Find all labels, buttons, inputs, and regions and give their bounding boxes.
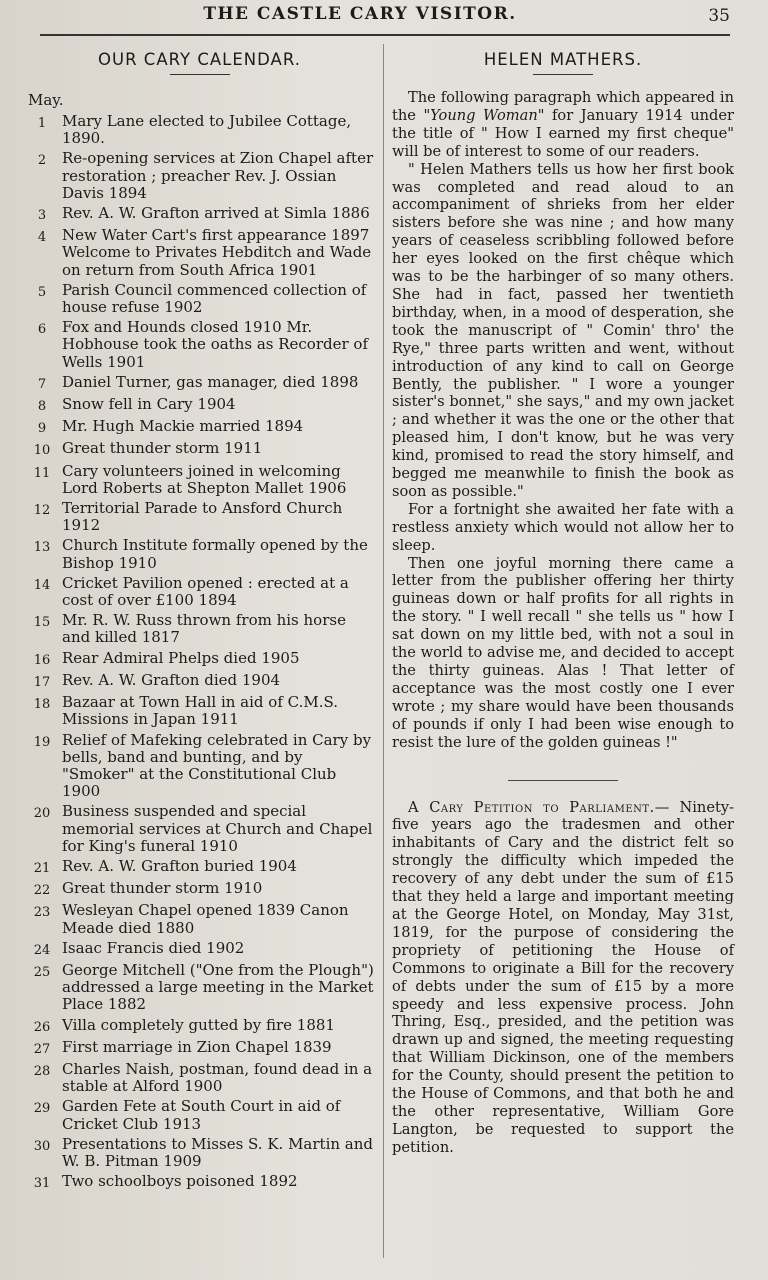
calendar-entry [22, 672, 377, 691]
calendar-entry-text: Territorial Parade to Ansford Church 1912 [62, 499, 343, 535]
calendar-entry-day: 18 [33, 697, 51, 713]
calendar-entry [22, 150, 377, 202]
calendar-entry [22, 858, 377, 877]
calendar-entry-day: 5 [37, 284, 47, 300]
calendar-entry [22, 440, 377, 459]
calendar-entry-day: 22 [33, 883, 51, 899]
calendar-entry [22, 650, 377, 669]
calendar-entry-day: 12 [33, 503, 51, 519]
calendar-entry-text: Snow fell in Cary 1904 [62, 395, 236, 414]
calendar-entry-day: 11 [33, 465, 51, 481]
calendar-title: OUR CARY CALENDAR. [98, 50, 301, 69]
calendar-entry-day: 23 [33, 905, 51, 921]
calendar-entry-day: 15 [33, 615, 51, 631]
calendar-entry [22, 612, 377, 646]
page-number: 35 [708, 6, 730, 26]
calendar-entry-day: 17 [33, 674, 51, 690]
calendar-entry-text: Church Institute formally opened by the Bishop 1910 [62, 536, 368, 572]
calendar-entry-text: George Mitchell ("One from the Plough") addressed a large meeting in the Market Place 1882 [62, 960, 374, 1014]
calendar-entry [22, 418, 377, 437]
calendar-entry [22, 694, 377, 728]
calendar-entry-day: 19 [33, 734, 51, 750]
calendar-entry-day: 10 [33, 443, 51, 459]
article-column [392, 46, 734, 1157]
calendar-entry [22, 880, 377, 899]
calendar-entry-text: Mr. R. W. Russ thrown from his horse and killed 1817 [62, 611, 346, 647]
calendar-entry [22, 1098, 377, 1132]
calendar-entry-day: 7 [37, 376, 47, 392]
calendar-entry [22, 962, 377, 1014]
calendar-entry-text: Two schoolboys poisoned 1892 [62, 1172, 298, 1191]
calendar-entry-text: Mr. Hugh Mackie married 1894 [62, 417, 304, 436]
article-title-rule [533, 74, 593, 75]
calendar-entry [22, 1039, 377, 1058]
calendar-entry-day: 20 [33, 806, 51, 822]
column-divider [383, 44, 384, 1258]
calendar-entry-text: Villa completely gutted by fire 1881 [62, 1015, 335, 1034]
article-intro-before: The following paragraph which appeared in the " [392, 89, 734, 124]
calendar-entry [22, 902, 377, 936]
calendar-entry-text: Daniel Turner, gas manager, died 1898 [62, 372, 359, 391]
article-intro [392, 89, 734, 161]
calendar-entry-text: Charles Naish, postman, found dead in a stable at Alford 1900 [62, 1059, 373, 1096]
calendar-entry [22, 1136, 377, 1170]
calendar-entry-day: 29 [33, 1101, 51, 1117]
calendar-entry [22, 396, 377, 415]
petition-heading: A Cary Petition to Parliament.— [408, 798, 670, 816]
calendar-entry [22, 374, 377, 393]
calendar-entry-text: Rear Admiral Phelps died 1905 [62, 648, 300, 667]
petition-text: Ninety-five years ago the tradesmen and other inhabitants of Cary and the district felt so strongly the difficulty which impeded the recovery of any debt under the sum of £15 that they held a large and important meeting at the George Hotel, on Monday, May 31st, 1819, for the purpose of considering the propriety of petitioning the House of Commons to originate a Bill for the recovery of debts under the sum of £15 by a more speedy and less expensive process. John Thring, Esq., presided, and the petition was drawn up and signed, the meeting requesting that William Dickinson, one of the members for the County, should present the petition to the House of Commons, and that both he and the other representative, William Gore Langton, be requested to support the petition. [392, 798, 735, 1156]
calendar-entry-day: 4 [37, 230, 47, 246]
calendar-entry-day: 14 [33, 577, 51, 593]
calendar-entry-text: Cary volunteers joined in welcoming Lord Roberts at Shepton Mallet 1906 [62, 461, 347, 497]
calendar-entry-text: Rev. A. W. Grafton arrived at Simla 1886 [62, 204, 370, 223]
calendar-entry-day: 1 [37, 116, 47, 131]
calendar-entries [22, 113, 377, 1192]
calendar-entry-text: Re-opening services at Zion Chapel after restoration ; preacher Rev. J. Ossian Davis 1894 [62, 149, 374, 202]
calendar-entry-text: Parish Council commenced collection of house refuse 1902 [62, 280, 367, 317]
calendar-entry-text: Business suspended and special memorial services at Church and Chapel for King's funeral 1910 [62, 802, 373, 855]
calendar-entry [22, 463, 377, 497]
calendar-column [22, 46, 377, 1195]
calendar-entry-day: 3 [37, 208, 47, 224]
calendar-entry [22, 227, 377, 279]
calendar-entry-text: Cricket Pavilion opened : erected at a cost of over £100 1894 [62, 573, 349, 610]
calendar-entry [22, 732, 377, 801]
calendar-entry-day: 24 [33, 942, 51, 958]
calendar-entry-day: 31 [33, 1176, 51, 1192]
calendar-entry [22, 1173, 377, 1192]
section-separator [508, 780, 618, 781]
calendar-entry-text: Presentations to Misses S. K. Martin and W. B. Pitman 1909 [62, 1134, 374, 1170]
calendar-month: May. [28, 91, 64, 109]
calendar-entry-text: Fox and Hounds closed 1910 Mr. Hobhouse took the oaths as Recorder of Wells 1901 [62, 318, 368, 371]
calendar-entry-day: 8 [37, 399, 47, 415]
publication-title: THE CASTLE CARY VISITOR. [203, 4, 517, 24]
calendar-entry [22, 319, 377, 371]
calendar-entry-day: 27 [33, 1041, 51, 1057]
article-paragraph: For a fortnight she awaited her fate with a restless anxiety which would not allow her to sleep. [392, 500, 734, 554]
calendar-entry-text: Great thunder storm 1910 [62, 879, 263, 898]
calendar-entry-day: 28 [33, 1063, 51, 1079]
calendar-entry [22, 575, 377, 609]
calendar-entry-day: 2 [37, 153, 47, 169]
calendar-entry [22, 1017, 377, 1036]
calendar-entry-day: 16 [33, 652, 51, 668]
calendar-entry-text: Great thunder storm 1911 [62, 439, 263, 458]
calendar-entry-text: Relief of Mafeking celebrated in Cary by bells, band and bunting, and by "Smoker" at the Constitutional Club 1900 [62, 730, 372, 801]
calendar-entry-day: 13 [33, 540, 51, 556]
calendar-entry-text: Wesleyan Chapel opened 1839 Canon Meade died 1880 [62, 901, 349, 937]
calendar-entry [22, 205, 377, 224]
calendar-entry-text: Mary Lane elected to Jubilee Cottage, 1890. [62, 112, 352, 148]
calendar-entry [22, 282, 377, 316]
article-paragraph: Then one joyful morning there came a letter from the publisher offering her thirty guineas down or half profits for all rights in the story. " I well recall " she tells us " how I sat down on my little bed, with not a soul in the world to advise me, and decided to accept the thirty guineas. Alas ! That letter of acceptance was the most costly one I ever wrote ; my share would have been thousands of pounds if only I had been wise enough to resist the lure of the golden guineas !" [392, 554, 734, 751]
calendar-entry-day: 26 [33, 1019, 51, 1035]
article-paragraph: " Helen Mathers tells us how her first book was completed and read aloud to an accompaniment of shrieks from her elder sisters before she was nine ; and how many years of ceaseless scribbling followed before her eyes looked on the first chêque which was to be the harbinger of so many others. She had in fact, passed her twentieth birthday, when, in a mood of desperation, she took the manuscript of " Comin' thro' the Rye," three parts written and went, without introduction of any kind to call on George Bently, the publisher. " I wore a younger sister's bonnet," she says," and my own jacket ; and whether it was the one or the other that pleased him, I don't know, but he was very kind, promised to read the story himself, and begged me meanwhile to finish the book as soon as possible." [392, 160, 734, 500]
calendar-entry-text: First marriage in Zion Chapel 1839 [62, 1037, 332, 1056]
calendar-entry [22, 803, 377, 855]
calendar-entry [22, 940, 377, 959]
calendar-entry-day: 25 [33, 964, 51, 980]
calendar-entry [22, 500, 377, 534]
calendar-title-rule [170, 74, 230, 75]
calendar-entry-day: 30 [33, 1138, 51, 1154]
calendar-entry-day: 6 [37, 322, 47, 338]
calendar-entry-text: Garden Fete at South Court in aid of Cricket Club 1913 [62, 1097, 341, 1133]
calendar-entry-text: Isaac Francis died 1902 [62, 938, 245, 957]
petition-paragraph [392, 799, 734, 1157]
calendar-entry-text: New Water Cart's first appearance 1897 Welcome to Privates Hebditch and Wade on return from South Africa 1901 [62, 226, 372, 279]
calendar-entry [22, 113, 377, 147]
header-rule [40, 34, 730, 36]
calendar-entry-text: Rev. A. W. Grafton buried 1904 [62, 856, 297, 875]
magazine-name: Young Woman [430, 106, 538, 124]
calendar-entry-text: Bazaar at Town Hall in aid of C.M.S. Missions in Japan 1911 [62, 693, 338, 729]
calendar-entry-day: 9 [37, 421, 47, 437]
calendar-entry [22, 1061, 377, 1095]
calendar-entry-text: Rev. A. W. Grafton died 1904 [62, 670, 281, 689]
calendar-entry-day: 21 [33, 860, 51, 876]
article-intro-after: " for January 1914 under the title of " How I earned my first cheque" will be of interest to some of our readers. [392, 106, 734, 160]
article-title: HELEN MATHERS. [483, 50, 643, 69]
calendar-entry [22, 537, 377, 571]
